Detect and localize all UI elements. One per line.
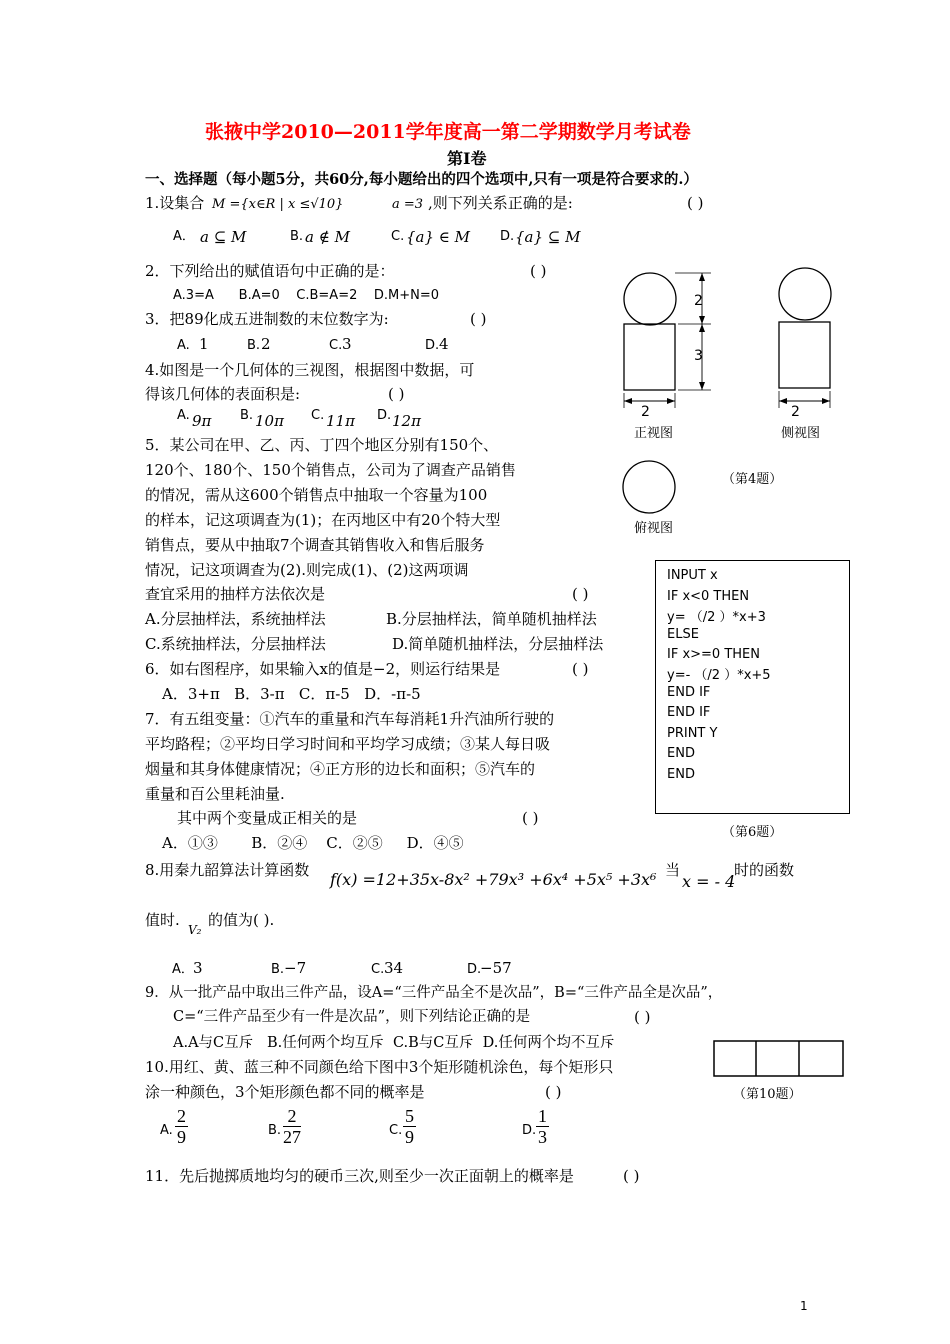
q5-line: 情况，记这项调查为(2).则完成(1)、(2)这两项调 — [145, 561, 469, 579]
q4-opt-c: 11π — [326, 412, 355, 430]
q8-opt-a: 3 — [193, 959, 203, 977]
top-view-circle — [623, 461, 675, 513]
q8-opt-b-label: B. — [271, 962, 285, 977]
q5-line: 的情况，需从这600个销售点中抽取一个容量为100 — [145, 486, 488, 504]
program-line: END IF — [667, 705, 711, 720]
q8-stem: 8.用秦九韶算法计算函数 — [145, 861, 310, 879]
q3-paren: ( ) — [470, 310, 487, 328]
q4-opt-c-label: C. — [311, 408, 325, 423]
q4-opt-d-label: D. — [377, 408, 392, 423]
q11-paren: ( ) — [623, 1167, 640, 1185]
q7-line: 平均路程；②平均日学习时间和平均学习成绩；③某人每日吸 — [145, 735, 551, 753]
q10-opt-a-den: 9 — [177, 1127, 186, 1147]
q10-opt-c-num: 5 — [405, 1106, 414, 1126]
program-caption: （第6题） — [722, 825, 783, 840]
q7-stem2: 其中两个变量成正相关的是 — [177, 809, 358, 827]
q10-opt-a-num: 2 — [177, 1106, 186, 1126]
q2-paren: ( ) — [530, 262, 547, 280]
program-line: END — [667, 746, 695, 761]
side-view-label: 侧视图 — [781, 426, 821, 441]
program-line: END — [667, 767, 695, 782]
q3-opt-d-label: D. — [425, 338, 440, 353]
q2-stem: 2．下列给出的赋值语句中正确的是： — [145, 262, 395, 280]
q8-opt-d: −57 — [480, 959, 512, 977]
page-number: 1 — [800, 1299, 808, 1313]
front-view-label: 正视图 — [634, 426, 674, 441]
q4-opt-d: 12π — [392, 412, 421, 430]
q3-opt-b-label: B. — [247, 338, 261, 353]
q10-paren: ( ) — [545, 1083, 562, 1101]
q10-opt-a-label: A. — [160, 1123, 173, 1138]
top-view-label: 俯视图 — [634, 521, 674, 536]
q9-line2: C=“三件产品至少有一件是次品”，则下列结论正确的是 — [173, 1009, 531, 1025]
q3-opt-a-label: A. — [177, 338, 190, 353]
q10-line2: 涂一种颜色，3个矩形颜色都不同的概率是 — [145, 1083, 425, 1101]
q1-set: M ={x∈R | x ≤√10} — [212, 197, 344, 212]
q6-paren: ( ) — [572, 660, 589, 678]
q5-opt-b: B.分层抽样法，简单随机抽样法 — [386, 610, 597, 628]
q9-line1: 9．从一批产品中取出三件产品，设A=“三件产品全不是次品”，B=“三件产品全是次品”， — [145, 985, 723, 1001]
front-view-circle — [624, 273, 676, 325]
q5-opt-c: C.系统抽样法，分层抽样法 — [145, 635, 326, 653]
fig4-dim-front-w: 2 — [641, 404, 650, 420]
fig4-caption: （第4题） — [722, 472, 783, 487]
q10-opt-b-fraction — [283, 1106, 301, 1147]
q10-opt-d-num: 1 — [538, 1106, 547, 1126]
q8-line2b: 的值为( ). — [208, 911, 275, 929]
q7-line: 重量和百公里耗油量. — [145, 785, 285, 803]
exam-title: 张掖中学2010—2011学年度高一第二学期数学月考试卷 — [205, 121, 691, 143]
q10-opt-d-label: D. — [522, 1123, 537, 1138]
q4-opt-a: 9π — [192, 412, 212, 430]
program-line: y=- （/2 ）*x+5 — [667, 668, 771, 683]
q8-opt-d-label: D. — [467, 962, 482, 977]
q1-stem: 1.设集合 — [145, 194, 205, 212]
q1-opt-b: a ∉ M — [305, 228, 350, 246]
q8-when: 当 — [665, 861, 681, 879]
q10-caption: （第10题） — [733, 1087, 802, 1102]
section-heading: 一、选择题（每小题5分，共60分,每小题给出的四个选项中,只有一项是符合要求的.） — [145, 171, 698, 188]
q10-opt-c-den: 9 — [405, 1127, 414, 1147]
q8-opt-c-label: C. — [371, 962, 385, 977]
q7-line: 7．有五组变量：①汽车的重量和汽车每消耗1升汽油所行驶的 — [145, 710, 555, 728]
q10-opt-d-den: 3 — [538, 1127, 547, 1147]
q10-opt-c-label: C. — [389, 1123, 403, 1138]
q6-stem: 6．如右图程序，如果输入x的值是−2，则运行结果是 — [145, 660, 501, 678]
q2-options: A.3=A B.A=0 C.B=A=2 D.M+N=0 — [173, 288, 440, 303]
q5-opt-d: D.简单随机抽样法，分层抽样法 — [392, 635, 604, 653]
q8-opt-a-label: A． — [172, 962, 194, 977]
q4-opt-a-label: A. — [177, 408, 190, 423]
q10-opt-c-fraction — [403, 1106, 416, 1147]
q5-line: 的样本，记这项调查为(1)；在丙地区中有20个特大型 — [145, 511, 501, 529]
q5-opt-a: A.分层抽样法，系统抽样法 — [145, 610, 326, 628]
q10-opt-b-num: 2 — [283, 1106, 301, 1127]
fig4-dim-top: 2 — [694, 293, 703, 309]
program-line: PRINT Y — [667, 726, 718, 741]
q4-paren: ( ) — [388, 385, 405, 403]
volume-label: 第Ⅰ卷 — [447, 149, 487, 168]
q1-opt-a-label: A． — [173, 229, 195, 244]
q7-line: 烟量和其身体健康情况；④正方形的边长和面积；⑤汽车的 — [145, 760, 536, 778]
q7-paren: ( ) — [522, 809, 539, 827]
q5-line: 查宜采用的抽样方法依次是 — [145, 585, 326, 603]
program-line: ELSE — [667, 627, 699, 642]
q4-line2: 得该几何体的表面积是: — [145, 385, 301, 403]
q1-opt-d-label: D. — [500, 229, 515, 244]
front-view-rect — [624, 324, 675, 390]
program-line: IF x<0 THEN — [667, 589, 750, 604]
q1-opt-c: {a} ∈ M — [406, 228, 471, 246]
q10-line1: 10.用红、黄、蓝三种不同颜色给下图中3个矩形随机涂色，每个矩形只 — [145, 1058, 614, 1076]
q8-line2a: 值时. — [145, 911, 180, 929]
q10-opt-b-label: B. — [268, 1123, 282, 1138]
q1-opt-c-label: C. — [391, 229, 405, 244]
q3-opt-c-label: C. — [329, 338, 343, 353]
program-line: IF x>=0 THEN — [667, 647, 760, 662]
side-view-rect — [779, 322, 830, 388]
q9-paren: ( ) — [634, 1008, 651, 1026]
q3-opt-c: 3 — [342, 335, 352, 353]
q3-opt-a: 1 — [199, 335, 209, 353]
q4-line1: 4.如图是一个几何体的三视图，根据图中数据，可 — [145, 361, 475, 379]
fig4-dim-side-w: 2 — [791, 404, 800, 420]
q8-opt-c: 34 — [384, 959, 404, 977]
q8-opt-b: −7 — [284, 959, 307, 977]
q10-opt-d-fraction — [536, 1106, 549, 1147]
q4-opt-b: 10π — [255, 412, 284, 430]
q1-opt-b-label: B. — [290, 229, 304, 244]
q9-options: A.A与C互斥 B.任何两个均互斥 C.B与C互斥 D.任何两个均不互斥 — [173, 1035, 615, 1051]
q3-opt-b: 2 — [261, 335, 271, 353]
q1-opt-a: a ⊆ M — [200, 228, 247, 246]
q3-opt-d: 4 — [439, 335, 449, 353]
q11-stem: 11．先后抛掷质地均匀的硬币三次,则至少一次正面朝上的概率是 — [145, 1167, 574, 1185]
q10-opt-a-fraction — [175, 1106, 188, 1147]
q8-xval: x = - 4 — [682, 872, 736, 891]
fig4-dim-mid: 3 — [694, 348, 703, 364]
side-view-circle — [779, 268, 831, 320]
q8-tail: 时的函数 — [734, 861, 795, 879]
q5-line: 120个、180个、150个销售点，公司为了调查产品销售 — [145, 461, 516, 479]
q7-options: A．①③ B．②④ C．②⑤ D．④⑤ — [162, 834, 464, 852]
q10-opt-b-den: 27 — [283, 1127, 301, 1147]
q1-opt-d: {a} ⊆ M — [515, 228, 581, 246]
q1-paren: ( ) — [687, 194, 704, 212]
program-line: y= （/2 ）*x+3 — [667, 610, 766, 625]
q3-stem: 3．把89化成五进制数的末位数字为: — [145, 310, 389, 328]
q1-cond: a =3 — [392, 197, 424, 212]
program-line: INPUT x — [667, 568, 718, 583]
three-rectangles-figure — [713, 1040, 845, 1078]
q8-function: f(x) =12+35x-8x² +79x³ +6x⁴ +5x⁵ +3x⁶ — [330, 870, 657, 889]
q4-opt-b-label: B. — [240, 408, 254, 423]
q1-tail: ,则下列关系正确的是: — [428, 194, 573, 212]
q5-line: 销售点，要从中抽取7个调查其销售收入和售后服务 — [145, 536, 485, 554]
q5-paren: ( ) — [572, 585, 589, 603]
program-line: END IF — [667, 685, 711, 700]
q8-v2: V₂ — [188, 923, 202, 937]
q5-line: 5．某公司在甲、乙、丙、丁四个地区分别有150个、 — [145, 436, 499, 454]
q6-options: A．3+π B．3-π C．π-5 D．-π-5 — [162, 685, 421, 703]
